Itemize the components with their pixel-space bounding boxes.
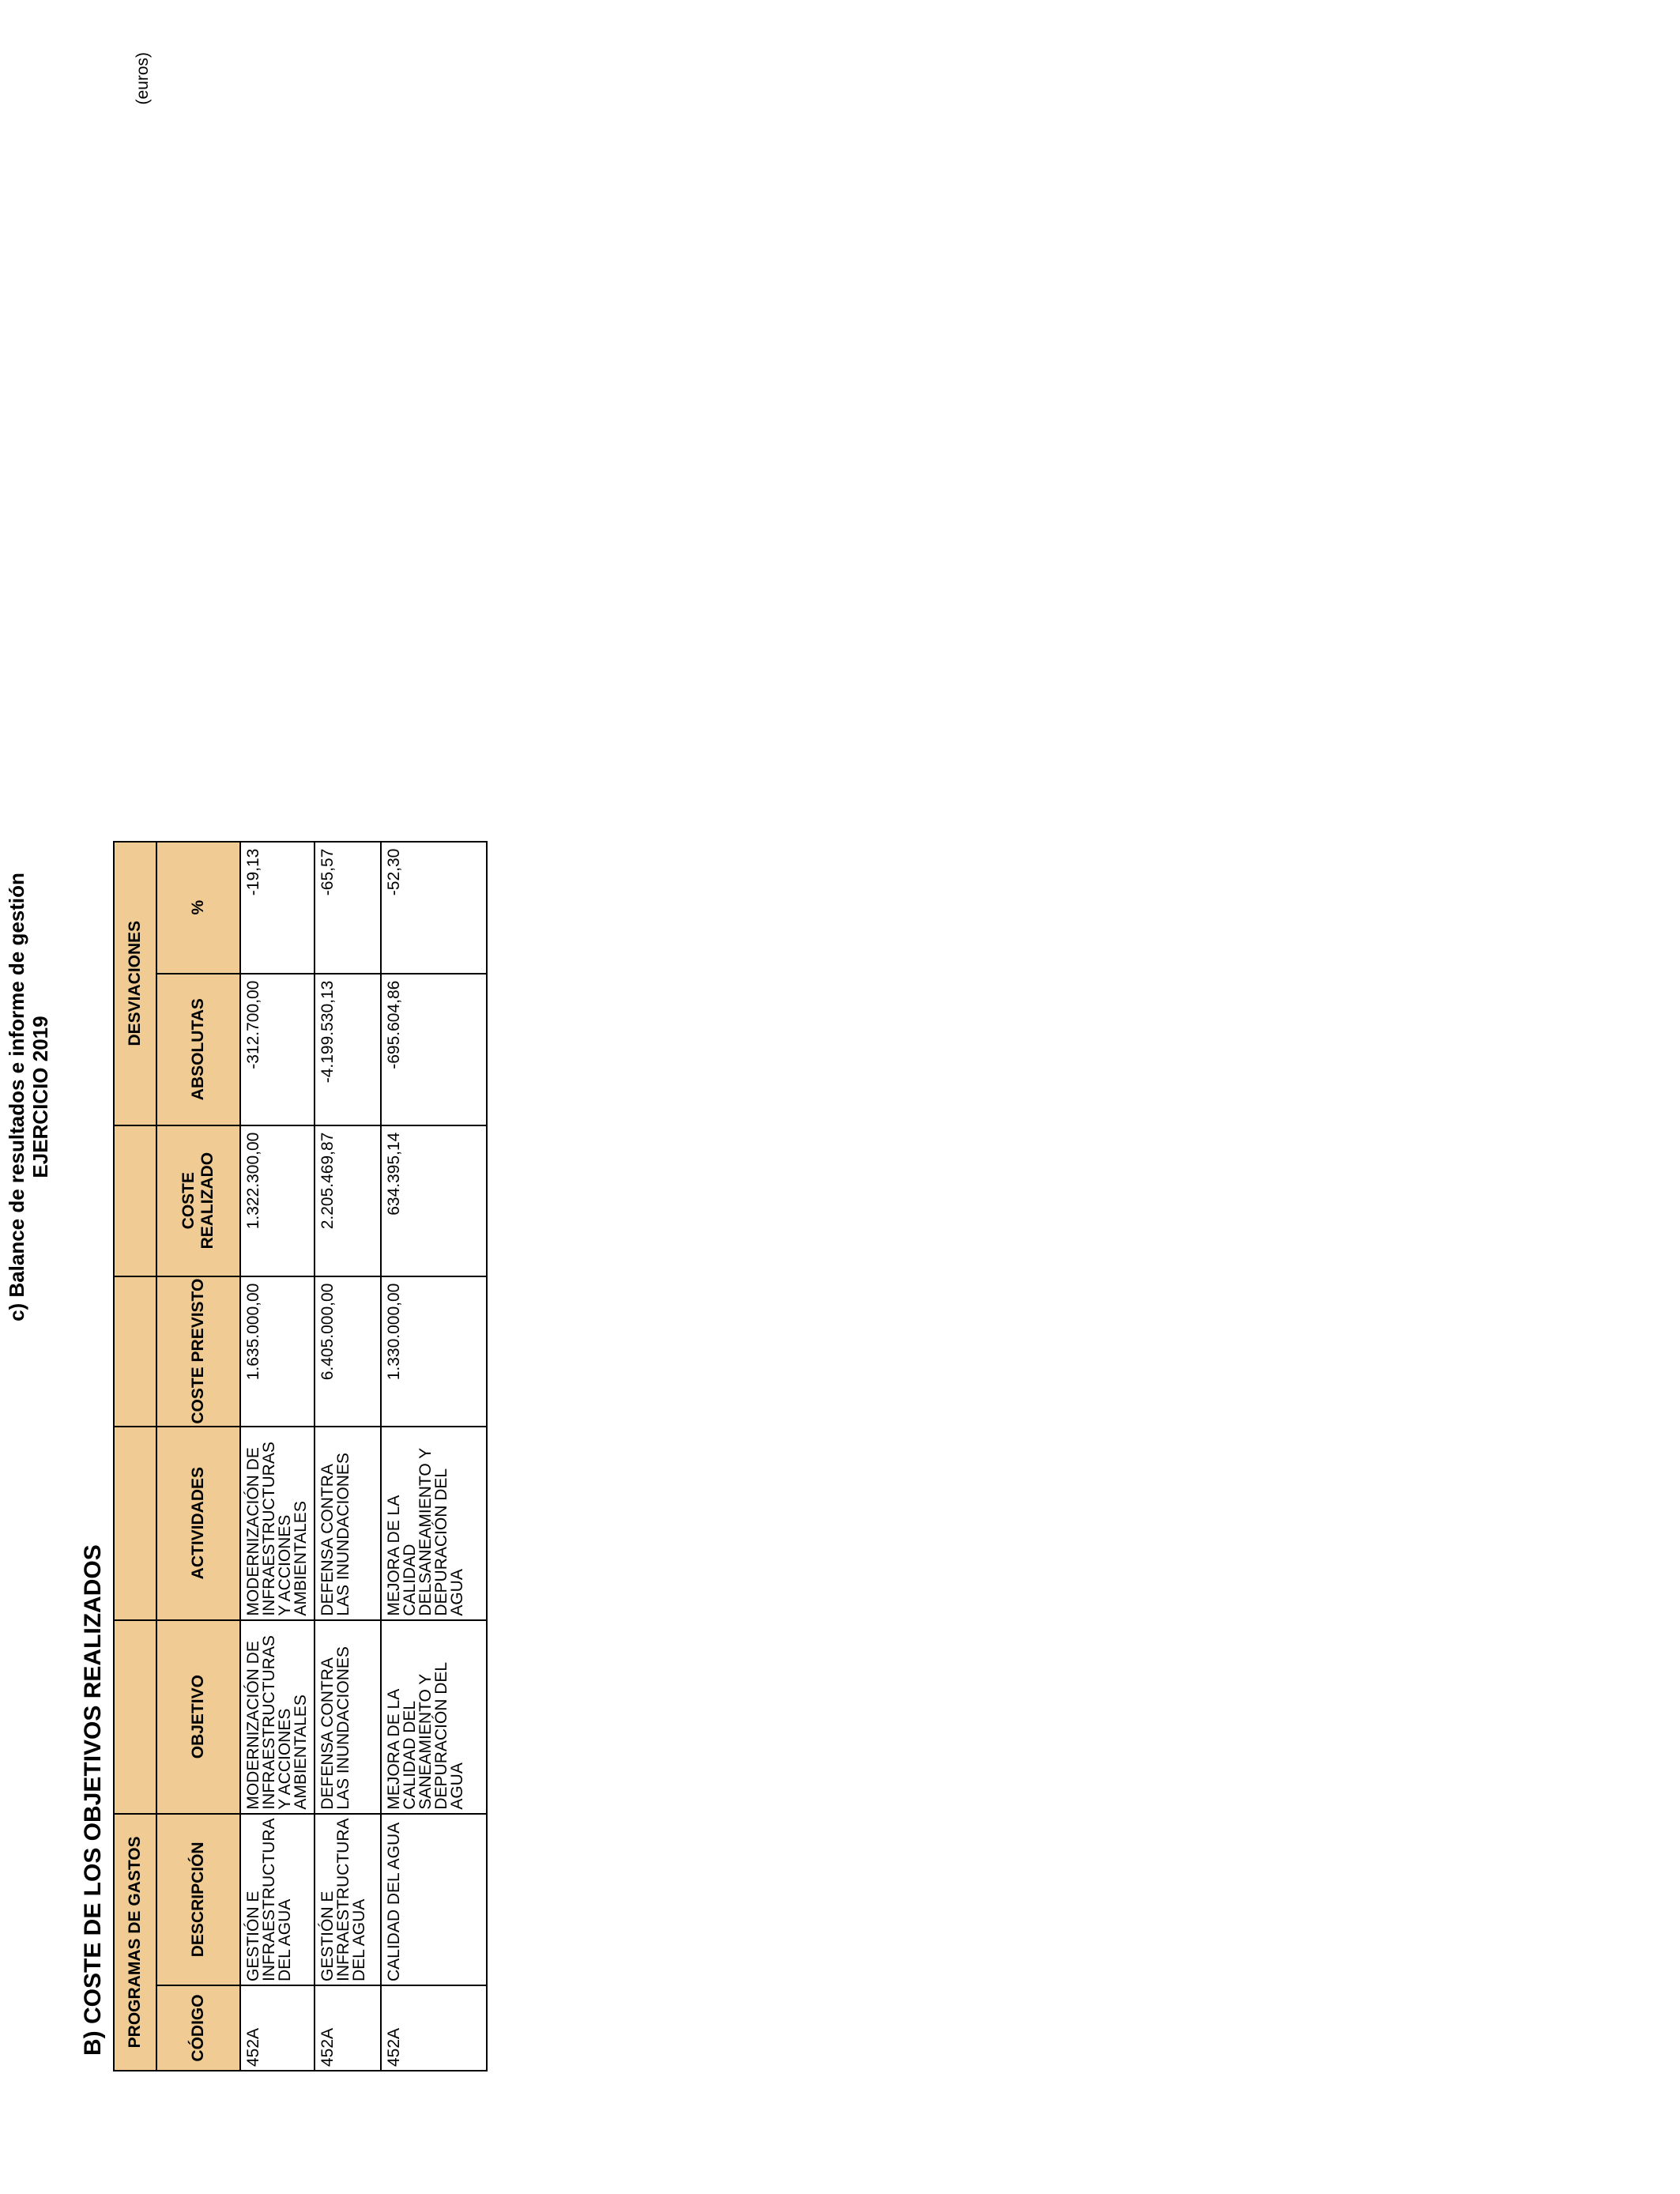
cell-descripcion: CALIDAD DEL AGUA — [381, 1814, 487, 1985]
cell-coste-previsto: 6.405.000,00 — [315, 1276, 381, 1427]
cell-absolutas: -4.199.530,13 — [315, 974, 381, 1125]
cell-porcentaje: -52,30 — [381, 842, 487, 974]
header-codigo: CÓDIGO — [156, 1985, 240, 2071]
header-descripcion: DESCRIPCIÓN — [156, 1814, 240, 1985]
cell-coste-previsto: 1.330.000,00 — [381, 1276, 487, 1427]
cell-codigo: 452A — [315, 1985, 381, 2071]
cell-objetivo: MEJORA DE LA CALIDAD DEL SANEAMIENTO Y DEPURACIÓN DEL AGUA — [381, 1620, 487, 1814]
cell-coste-realizado: 2.205.469,87 — [315, 1125, 381, 1276]
cell-codigo: 452A — [240, 1985, 315, 2071]
header-blank — [114, 1276, 156, 1427]
cell-objetivo: MODERNIZACIÓN DE INFRAESTRUCTURAS Y ACCIONES AMBIENTALES — [240, 1620, 315, 1814]
cell-absolutas: -695.604,86 — [381, 974, 487, 1125]
units-note: (euros) — [134, 52, 152, 105]
report-title: c) Balance de resultados e informe de gestión — [5, 873, 28, 1321]
table-row — [381, 842, 487, 2071]
header-blank — [114, 1620, 156, 1814]
cell-coste-realizado: 1.322.300,00 — [240, 1125, 315, 1276]
cell-codigo: 452A — [381, 1985, 487, 2071]
cell-coste-realizado: 634.395,14 — [381, 1125, 487, 1276]
table-row — [315, 842, 381, 2071]
table-row — [240, 842, 315, 2071]
cell-descripcion: GESTIÓN E INFRAESTRUCTURA DEL AGUA — [240, 1814, 315, 1985]
section-title: B) COSTE DE LOS OBJETIVOS REALIZADOS — [80, 1544, 106, 2056]
cell-porcentaje: -65,57 — [315, 842, 381, 974]
cost-table — [113, 841, 488, 2071]
header-coste-realizado: COSTE REALIZADO — [156, 1125, 240, 1276]
header-blank — [114, 1427, 156, 1620]
cell-actividades: DEFENSA CONTRA LAS INUNDACIONES — [315, 1427, 381, 1620]
header-objetivo: OBJETIVO — [156, 1620, 240, 1814]
cell-objetivo: DEFENSA CONTRA LAS INUNDACIONES — [315, 1620, 381, 1814]
cell-actividades: MODERNIZACIÓN DE INFRAESTRUCTURAS Y ACCIONES AMBIENTALES — [240, 1427, 315, 1620]
cell-coste-previsto: 1.635.000,00 — [240, 1276, 315, 1427]
cell-absolutas: -312.700,00 — [240, 974, 315, 1125]
cell-descripcion: GESTIÓN E INFRAESTRUCTURA DEL AGUA — [315, 1814, 381, 1985]
header-absolutas: ABSOLUTAS — [156, 974, 240, 1125]
cell-porcentaje: -19,13 — [240, 842, 315, 974]
header-blank — [114, 1125, 156, 1276]
header-coste-previsto: COSTE PREVISTO — [156, 1276, 240, 1427]
header-porcentaje: % — [156, 842, 240, 974]
report-year: EJERCICIO 2019 — [28, 1016, 52, 1178]
group-header-row — [114, 842, 156, 2071]
cell-actividades: MEJORA DE LA CALIDAD DELSANEAMIENTO Y DEPURACIÓN DEL AGUA — [381, 1427, 487, 1620]
header-desviaciones: DESVIACIONES — [114, 842, 156, 1125]
header-actividades: ACTIVIDADES — [156, 1427, 240, 1620]
header-programas-de-gastos: PROGRAMAS DE GASTOS — [114, 1814, 156, 2071]
column-header-row — [156, 842, 240, 2071]
